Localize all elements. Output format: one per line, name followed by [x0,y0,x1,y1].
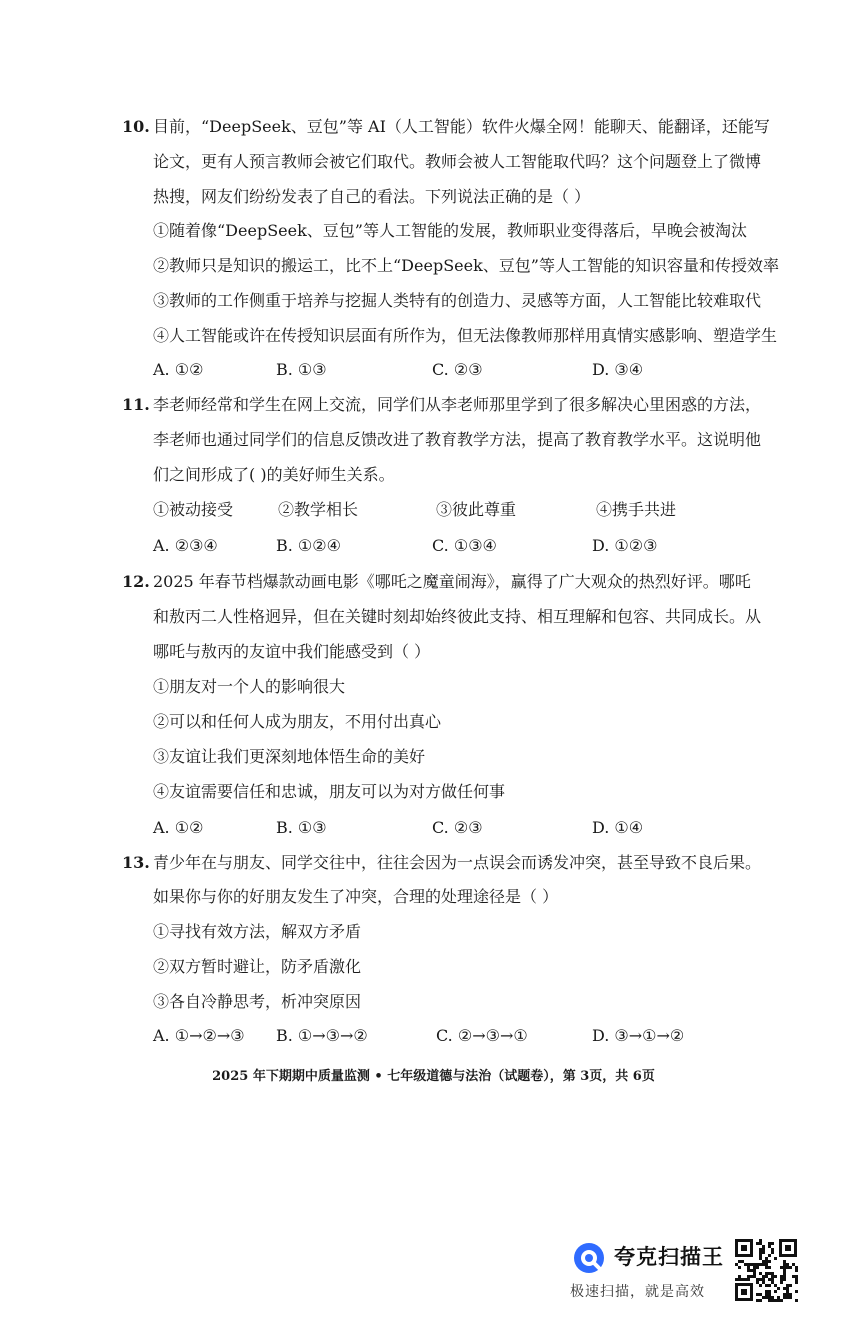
question-10-number: 10. [122,117,150,136]
question-11-option-d: D. ①②③ [592,536,658,555]
question-12-stem-line-1: 2025 年春节档爆款动画电影《哪吒之魔童闹海》，赢得了广大观众的热烈好评。哪吒 [153,572,751,591]
question-12-item-2: ②可以和任何人成为朋友，不用付出真心 [153,712,442,731]
question-13-stem-line-2: 如果你与你的好朋友发生了冲突，合理的处理途径是（ ） [153,887,559,906]
question-12-number: 12. [122,572,150,591]
question-12-option-a: A. ①② [153,818,204,837]
question-11-number: 11. [122,395,150,414]
scanner-watermark [570,1237,860,1307]
question-12-option-d: D. ①④ [592,818,644,837]
question-13-option-d: D. ③→①→② [592,1026,685,1045]
question-11-option-b: B. ①②④ [276,536,341,555]
page-footer: 2025 年下期期中质量监测 • 七年级道德与法治（试题卷），第 3页，共 6页 [212,1069,655,1084]
question-11-stem-line-1: 李老师经常和学生在网上交流，同学们从李老师那里学到了很多解决心里困惑的方法， [153,395,762,414]
question-13-option-b: B. ①→③→② [276,1026,368,1045]
watermark-app-name: 夸克扫描王 [614,1245,724,1269]
question-11-item-3: ③彼此尊重 [436,500,517,519]
question-10-item-3: ③教师的工作侧重于培养与挖掘人类特有的创造力、灵感等方面，人工智能比较难取代 [153,291,762,310]
question-11-stem-line-3: 们之间形成了( )的美好师生关系。 [153,465,395,484]
question-11-option-c: C. ①③④ [432,536,497,555]
question-10-option-d: D. ③④ [592,360,644,379]
quark-logo-icon [572,1241,606,1275]
question-12-item-4: ④友谊需要信任和忠诚，朋友可以为对方做任何事 [153,782,506,801]
question-10-item-1: ①随着像“DeepSeek、豆包”等人工智能的发展，教师职业变得落后，早晚会被淘汰 [153,221,747,240]
question-10-option-a: A. ①② [153,360,204,379]
question-10-option-c: C. ②③ [432,360,483,379]
question-10-stem-line-1: 目前，“DeepSeek、豆包”等 AI（人工智能）软件火爆全网！能聊天、能翻译，还能写 [153,117,770,136]
question-11-stem-line-2: 李老师也通过同学们的信息反馈改进了教育教学方法，提高了教育教学水平。这说明他 [153,430,762,449]
question-13-item-3: ③各自冷静思考，析冲突原因 [153,992,362,1011]
question-11-item-4: ④携手共进 [596,500,677,519]
question-13-item-2: ②双方暂时避让，防矛盾激化 [153,957,362,976]
question-12-stem-line-3: 哪吒与敖丙的友谊中我们能感受到（ ） [153,642,431,661]
question-11-item-1: ①被动接受 [153,500,234,519]
question-10-item-2: ②教师只是知识的搬运工，比不上“DeepSeek、豆包”等人工智能的知识容量和传授效率 [153,256,779,275]
question-10-option-b: B. ①③ [276,360,327,379]
qr-code-icon [733,1237,799,1303]
question-12-option-c: C. ②③ [432,818,483,837]
question-10-stem-line-2: 论文，更有人预言教师会被它们取代。教师会被人工智能取代吗？这个问题登上了微博 [153,152,762,171]
question-12-item-3: ③友谊让我们更深刻地体悟生命的美好 [153,747,426,766]
question-12-stem-line-2: 和敖丙二人性格迥异，但在关键时刻却始终彼此支持、相互理解和包容、共同成长。从 [153,607,762,626]
question-13-stem-line-1: 青少年在与朋友、同学交往中，往往会因为一点误会而诱发冲突，甚至导致不良后果。 [153,853,762,872]
question-13-number: 13. [122,853,150,872]
question-10-stem-line-3: 热搜，网友们纷纷发表了自己的看法。下列说法正确的是（ ） [153,187,591,206]
question-13-option-c: C. ②→③→① [436,1026,528,1045]
question-12-option-b: B. ①③ [276,818,327,837]
question-13-option-a: A. ①→②→③ [153,1026,245,1045]
question-11-option-a: A. ②③④ [153,536,218,555]
question-12-item-1: ①朋友对一个人的影响很大 [153,677,346,696]
question-13-item-1: ①寻找有效方法，解双方矛盾 [153,922,362,941]
watermark-slogan: 极速扫描，就是高效 [570,1284,705,1300]
question-11-item-2: ②教学相长 [278,500,359,519]
question-10-item-4: ④人工智能或许在传授知识层面有所作为，但无法像教师那样用真情实感影响、塑造学生 [153,326,778,345]
